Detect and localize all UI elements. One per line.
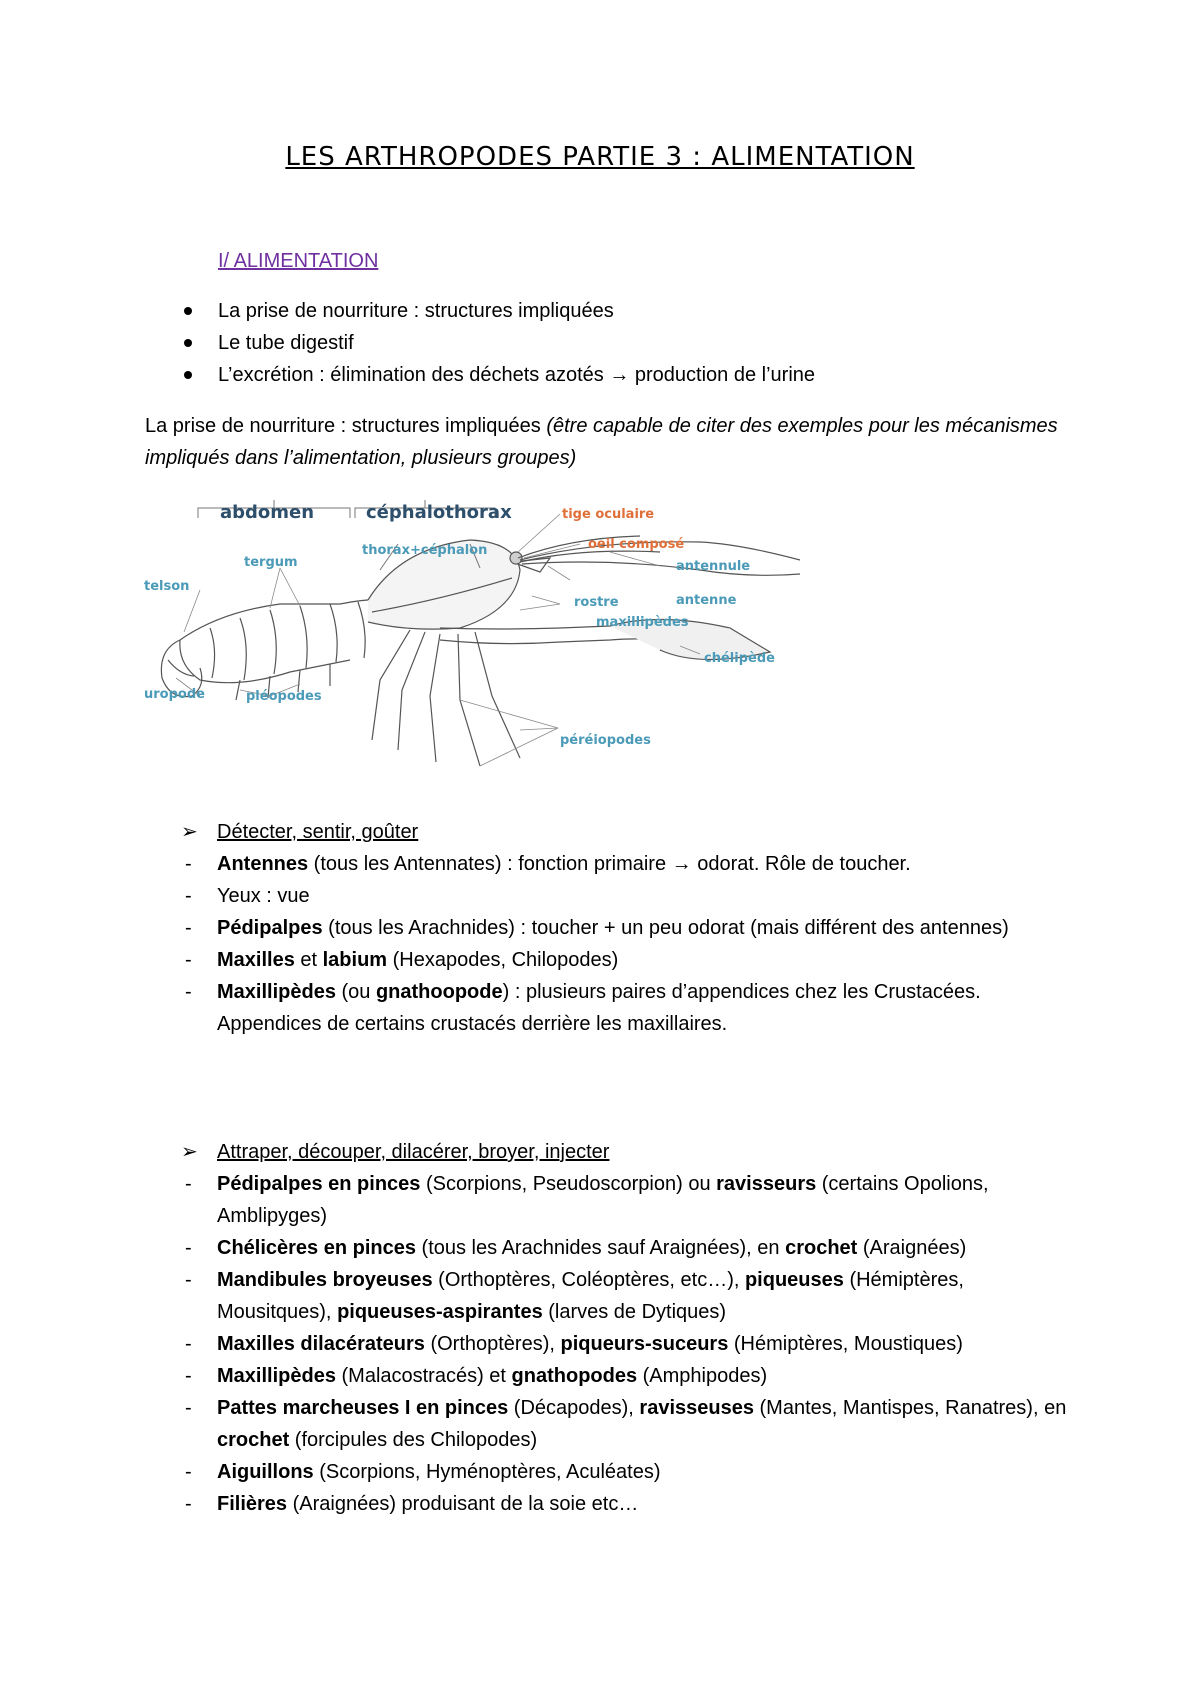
bold-term: Aiguillons — [217, 1461, 314, 1483]
bold-term: Maxilles dilacérateurs — [217, 1333, 425, 1355]
subsection-heading-text: Attraper, découper, dilacérer, broyer, injecter — [217, 1141, 610, 1163]
intro-text: La prise de nourriture : structures impliquées — [145, 415, 541, 437]
dash-marker: - — [185, 981, 192, 1003]
dash-marker: - — [185, 1173, 192, 1195]
item-list — [145, 1168, 1075, 1520]
topic-list — [180, 295, 815, 391]
dash-marker: - — [185, 949, 192, 971]
label-antennule: antennule — [676, 559, 751, 574]
bold-term: labium — [322, 949, 388, 971]
arrowhead-right-icon: ➢ — [181, 821, 198, 843]
crayfish-diagram — [140, 500, 810, 800]
dash-marker: - — [185, 853, 192, 875]
label-uropode: uropode — [144, 687, 205, 702]
bold-term: Maxilles — [217, 949, 295, 971]
item-text: (tous les Antennates) : fonction primaire → odorat. Rôle de toucher. — [308, 853, 911, 875]
item-text: (larves de Dytiques) — [542, 1301, 727, 1323]
list-item — [145, 1488, 1075, 1520]
item-text: (Araignées) — [857, 1237, 967, 1259]
list-item — [145, 944, 1075, 976]
label-maxillipedes: maxillipèdes — [596, 615, 689, 630]
item-text: (ou — [335, 981, 376, 1003]
dash-marker: - — [185, 885, 192, 907]
list-item — [145, 1456, 1075, 1488]
label-rostre: rostre — [574, 595, 619, 610]
item-text: (Scorpions, Pseudoscorpion) ou — [420, 1173, 717, 1195]
list-item — [180, 327, 815, 359]
label-chelipede: chélipède — [704, 651, 775, 666]
list-item — [145, 848, 1075, 880]
section-detecter — [145, 816, 1075, 1040]
item-text: et — [294, 949, 323, 971]
list-item — [145, 976, 1075, 1040]
label-thorax-cephalon: thorax+céphalon — [362, 543, 488, 558]
section-attraper — [145, 1136, 1075, 1520]
dash-marker: - — [185, 1237, 192, 1259]
label-pereiopodes: péréiopodes — [560, 733, 651, 748]
item-text: (Scorpions, Hyménoptères, Aculéates) — [313, 1461, 661, 1483]
list-item — [145, 1168, 1075, 1232]
list-item — [180, 359, 815, 391]
bullet-icon — [184, 339, 192, 347]
intro-paragraph — [145, 410, 1075, 474]
bold-term: Pédipalpes — [217, 917, 323, 939]
arrowhead-right-icon: ➢ — [181, 1141, 198, 1163]
bullet-icon — [184, 371, 192, 379]
list-item — [145, 1328, 1075, 1360]
list-item — [145, 1264, 1075, 1328]
item-text: (Orthoptères, Coléoptères, etc…), — [432, 1269, 745, 1291]
item-text: (certains Opolions, Amblipyges) — [217, 1173, 989, 1227]
label-oeil-compose: oeil composé — [588, 537, 685, 552]
label-antenne: antenne — [676, 593, 737, 608]
list-item-text: La prise de nourriture : structures impliquées — [218, 300, 614, 322]
list-item — [145, 1392, 1075, 1456]
bold-term: ravisseurs — [716, 1173, 817, 1195]
item-text: (tous les Arachnides) : toucher + un peu odorat (mais différent des antennes) — [322, 917, 1009, 939]
item-text: (Hémiptères, Moustiques) — [728, 1333, 963, 1355]
list-item — [145, 1360, 1075, 1392]
dash-marker: - — [185, 1269, 192, 1291]
item-list — [145, 848, 1075, 1040]
bold-term: Pattes marcheuses I en pinces — [217, 1397, 509, 1419]
label-tige-oculaire: tige oculaire — [562, 507, 655, 522]
label-cephalothorax: céphalothorax — [366, 502, 512, 523]
dash-marker: - — [185, 1461, 192, 1483]
bold-term: Pédipalpes en pinces — [217, 1173, 421, 1195]
bold-term: gnathopodes — [511, 1365, 638, 1387]
item-text: (Mantes, Mantispes, Ranatres), en — [753, 1397, 1067, 1419]
bold-term: gnathoopode — [375, 981, 503, 1003]
subsection-heading — [145, 1136, 1075, 1168]
dash-marker: - — [185, 917, 192, 939]
bold-term: Mandibules broyeuses — [217, 1269, 433, 1291]
bold-term: Antennes — [217, 853, 309, 875]
subsection-heading-text: Détecter, sentir, goûter — [217, 821, 419, 843]
list-item-text: Le tube digestif — [218, 332, 354, 354]
item-text: ) : plusieurs paires d’appendices chez les Crustacées. Appendices de certains crustacés derrière les maxillaires. — [217, 981, 981, 1035]
dash-marker: - — [185, 1365, 192, 1387]
item-text: Yeux : vue — [217, 885, 310, 907]
list-item — [180, 295, 815, 327]
dash-marker: - — [185, 1333, 192, 1355]
item-text: (Hémiptères, Mousitques), — [217, 1269, 964, 1323]
item-text: (Malacostracés) et — [335, 1365, 512, 1387]
item-text: (forcipules des Chilopodes) — [289, 1429, 538, 1451]
bold-term: Chélicères en pinces — [217, 1237, 416, 1259]
bullet-icon — [184, 307, 192, 315]
label-pleopodes: pléopodes — [246, 689, 322, 704]
label-abdomen: abdomen — [220, 502, 315, 523]
bold-term: crochet — [785, 1237, 858, 1259]
bold-term: Maxillipèdes — [217, 1365, 336, 1387]
item-text: (Hexapodes, Chilopodes) — [387, 949, 619, 971]
bold-term: Maxillipèdes — [217, 981, 336, 1003]
list-item — [145, 912, 1075, 944]
item-text: (Araignées) produisant de la soie etc… — [287, 1493, 639, 1515]
list-item — [145, 880, 1075, 912]
dash-marker: - — [185, 1493, 192, 1515]
list-item — [145, 1232, 1075, 1264]
item-text: (Amphipodes) — [637, 1365, 768, 1387]
bold-term: ravisseuses — [639, 1397, 754, 1419]
label-tergum: tergum — [244, 555, 298, 570]
bold-term: piqueurs-suceurs — [560, 1333, 729, 1355]
dash-marker: - — [185, 1397, 192, 1419]
intro-note: (être capable de citer des exemples pour les mécanismes impliqués dans l’alimentation, plusieurs groupes) — [145, 415, 1058, 469]
bold-term: piqueuses — [744, 1269, 844, 1291]
item-text: (Décapodes), — [508, 1397, 640, 1419]
bold-term: Filières — [217, 1493, 288, 1515]
bold-term: crochet — [217, 1429, 290, 1451]
section-heading: I/ ALIMENTATION — [218, 250, 379, 272]
subsection-heading — [145, 816, 1075, 848]
item-text: (tous les Arachnides sauf Araignées), en — [415, 1237, 786, 1259]
item-text: (Orthoptères), — [424, 1333, 561, 1355]
bold-term: piqueuses-aspirantes — [337, 1301, 543, 1323]
page-title: LES ARTHROPODES PARTIE 3 : ALIMENTATION — [285, 142, 915, 172]
list-item-text: L’excrétion : élimination des déchets azotés → production de l’urine — [218, 364, 816, 386]
label-telson: telson — [144, 579, 190, 594]
